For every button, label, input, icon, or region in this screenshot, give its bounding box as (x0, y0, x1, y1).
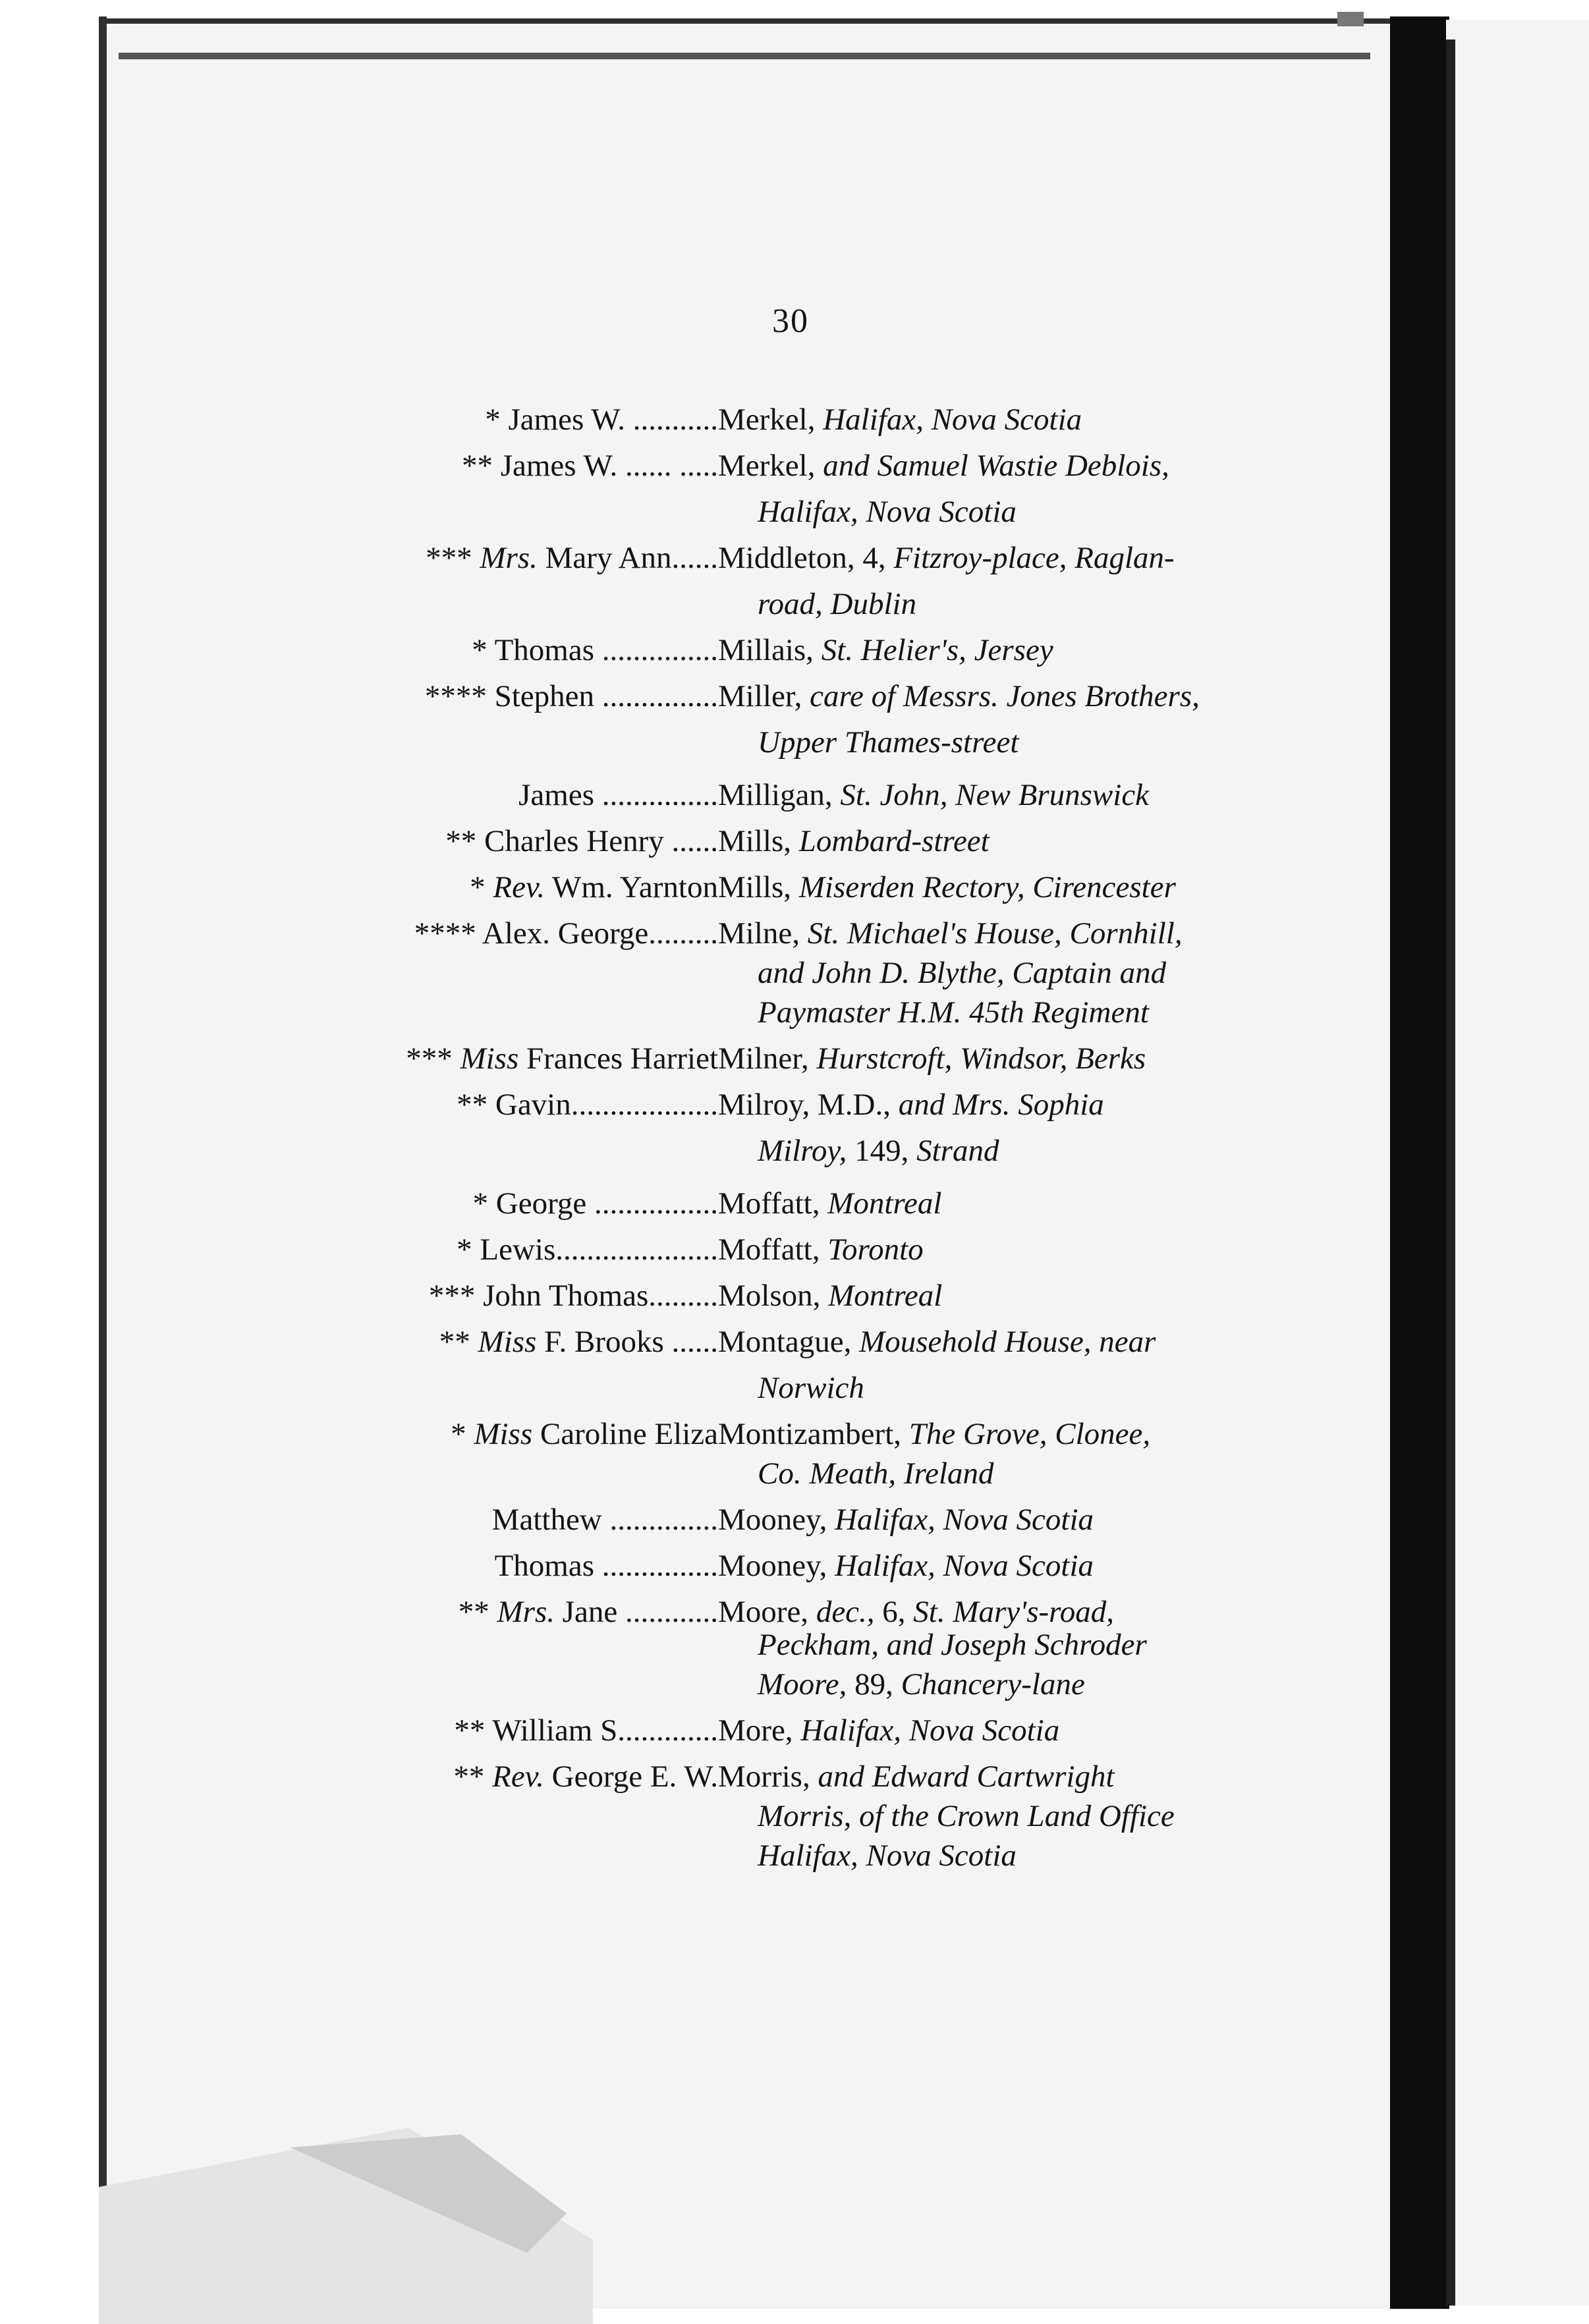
entry-given-name: *** Miss Frances Harriet (406, 1041, 718, 1076)
entry-continuation (758, 1838, 1318, 1873)
entry-surname-address: Merkel, Halifax, Nova Scotia (718, 402, 1082, 437)
entry-given-name: ** Mrs. Jane ............ (458, 1595, 718, 1629)
entry-continuation: Moore, 89, Chancery-lane (758, 1667, 1085, 1702)
italic-text: Peckham, and Joseph Schroder (758, 1628, 1147, 1662)
entry-given-name: * Miss Caroline Eliza (451, 1417, 718, 1451)
entry-surname-address: Mills, Lombard-street (718, 824, 990, 858)
italic-text: and John D. Blythe, Captain and (758, 956, 1167, 990)
italic-text: Rev. (492, 1759, 544, 1794)
italic-text: St. Mary's-road, (913, 1595, 1114, 1629)
entry-surname-address: Milne, St. Michael's House, Cornhill, (718, 916, 1183, 951)
page-number: 30 (772, 302, 809, 340)
italic-text: Halifax, Nova Scotia (823, 402, 1082, 437)
entry-surname-address: Moffatt, Toronto (718, 1232, 924, 1267)
italic-text: road, Dublin (758, 587, 917, 621)
entry-surname-address: Millais, St. Helier's, Jersey (718, 633, 1053, 667)
entry-given-name: James ............... (518, 778, 718, 812)
entry-given-name: ** Rev. George E. W. (453, 1759, 718, 1794)
italic-text: Halifax, Nova Scotia (835, 1503, 1094, 1537)
entry-surname-address: Mooney, Halifax, Nova Scotia (718, 1549, 1094, 1583)
italic-text: Montreal (827, 1186, 942, 1221)
entry-surname-address: Milner, Hurstcroft, Windsor, Berks (718, 1041, 1146, 1076)
entry-surname-address: Montizambert, The Grove, Clonee, (718, 1417, 1151, 1451)
entry-given-name: * Lewis..................... (457, 1232, 718, 1267)
entry-surname-address: Mills, Miserden Rectory, Cirencester (718, 870, 1176, 904)
entry-given-name: * James W. ........... (485, 402, 718, 437)
entry-surname-address: Merkel, and Samuel Wastie Deblois, (718, 449, 1169, 483)
italic-text: Morris, of the Crown Land Office (758, 1799, 1175, 1833)
entry-continuation (758, 1456, 1318, 1491)
entry-given-name: ** William S............. (454, 1713, 718, 1748)
italic-text: and Mrs. Sophia (898, 1088, 1104, 1122)
italic-text: Halifax, Nova Scotia (758, 1839, 1017, 1873)
italic-text: Mousehold House, near (859, 1325, 1156, 1359)
entry-given-name: Matthew .............. (491, 1503, 718, 1537)
italic-text: Rev. (493, 870, 545, 904)
entry-given-name: * Rev. Wm. Yarnton (470, 870, 718, 904)
italic-text: Halifax, Nova Scotia (758, 495, 1017, 529)
entry-continuation (758, 1627, 1318, 1663)
italic-text: Miserden Rectory, Cirencester (798, 870, 1176, 904)
italic-text: Milroy, (758, 1134, 847, 1168)
entry-given-name: *** Mrs. Mary Ann...... (426, 541, 718, 575)
italic-text: The Grove, Clonee, (908, 1417, 1151, 1451)
entry-surname-address: Middleton, 4, Fitzroy-place, Raglan- (718, 541, 1175, 575)
entry-surname-address: Montague, Mousehold House, near (718, 1325, 1156, 1359)
entry-given-name: ** Miss F. Brooks ...... (439, 1325, 718, 1359)
entry-surname-address: Moore, dec., 6, St. Mary's-road, (718, 1595, 1114, 1629)
entry-surname-address: Milligan, St. John, New Brunswick (718, 778, 1150, 812)
entry-given-name: ** James W. ...... ..... (461, 449, 718, 483)
entry-surname-address: Moffatt, Montreal (718, 1186, 942, 1221)
entry-continuation (758, 725, 1318, 760)
italic-text: and Samuel Wastie Deblois, (823, 449, 1169, 483)
italic-text: and Edward Cartwright (818, 1759, 1115, 1794)
italic-text: St. John, New Brunswick (840, 778, 1150, 812)
italic-text: Montreal (828, 1279, 943, 1313)
italic-text: Mrs. (497, 1595, 555, 1629)
entry-given-name: Thomas ............... (494, 1549, 718, 1583)
entry-continuation (758, 586, 1318, 622)
italic-text: Strand (916, 1134, 999, 1168)
entry-surname-address: Miller, care of Messrs. Jones Brothers, (718, 679, 1200, 713)
italic-text: Miss (474, 1417, 533, 1451)
entry-given-name: * Thomas ............... (472, 633, 718, 667)
italic-text: Paymaster H.M. 45th Regiment (758, 995, 1149, 1030)
entry-continuation (758, 1370, 1318, 1406)
entry-continuation (758, 995, 1318, 1030)
entry-given-name: ** Charles Henry ...... (445, 824, 718, 858)
italic-text: Halifax, Nova Scotia (800, 1713, 1060, 1748)
entry-given-name: ** Gavin................... (457, 1088, 718, 1122)
italic-text: Chancery-lane (901, 1667, 1085, 1702)
italic-text: Mrs. (480, 541, 538, 575)
italic-text: Toronto (827, 1232, 924, 1267)
entry-given-name: *** John Thomas......... (428, 1279, 718, 1313)
italic-text: Upper Thames-street (758, 725, 1019, 760)
entry-given-name: * George ................ (472, 1186, 718, 1221)
entry-continuation: Milroy, 149, Strand (758, 1134, 999, 1168)
entry-surname-address: Morris, and Edward Cartwright (718, 1759, 1115, 1794)
entry-surname-address: More, Halifax, Nova Scotia (718, 1713, 1060, 1748)
entry-continuation (758, 494, 1318, 530)
entry-continuation (758, 955, 1318, 991)
italic-text: St. Helier's, Jersey (821, 633, 1053, 667)
italic-text: Miss (460, 1041, 519, 1076)
italic-text: St. Michael's House, Cornhill, (807, 916, 1183, 951)
italic-text: care of Messrs. Jones Brothers, (810, 679, 1200, 713)
entry-surname-address: Molson, Montreal (718, 1279, 943, 1313)
italic-text: Fitzroy-place, Raglan- (893, 541, 1175, 575)
italic-text: Miss (478, 1325, 537, 1359)
italic-text: Moore, (758, 1667, 847, 1702)
italic-text: Halifax, Nova Scotia (835, 1549, 1094, 1583)
entry-surname-address: Milroy, M.D., and Mrs. Sophia (718, 1088, 1104, 1122)
entry-given-name: **** Stephen ............... (424, 679, 718, 713)
entry-surname-address: Mooney, Halifax, Nova Scotia (718, 1503, 1094, 1537)
entry-continuation (758, 1798, 1318, 1834)
entry-given-name: **** Alex. George......... (414, 916, 718, 951)
italic-text: Norwich (758, 1371, 864, 1405)
italic-text: Lombard-street (798, 824, 990, 858)
italic-text: dec., (816, 1595, 875, 1629)
italic-text: Hurstcroft, Windsor, Berks (816, 1041, 1146, 1076)
italic-text: Co. Meath, Ireland (758, 1456, 994, 1491)
